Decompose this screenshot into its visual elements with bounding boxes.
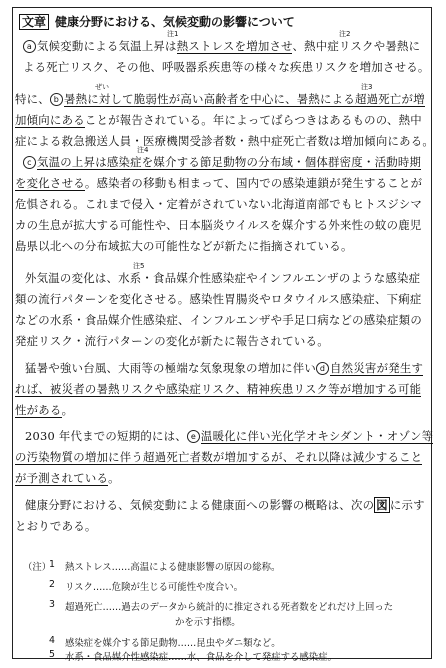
para2-line4: カの生息が拡大する可能性や、日本脳炎ウイルスを媒介する外来性の蚊の鹿児 <box>15 218 422 232</box>
para5-line2: の汚染物質の増加に伴う超過死亡者数が増加するが、それ以降は減少すること <box>15 450 423 464</box>
footnote-ref-5: 注5 <box>133 262 145 270</box>
para4-line3: 性がある。 <box>15 403 74 417</box>
para3-line3: などの水系・食品媒介性感染症、インフルエンザや手足口病などの感染症類の <box>15 313 422 327</box>
underline-b: 暑熱に対して脆弱性が高い高齢者を中心に、暑熱による超過死亡が増 <box>63 92 425 106</box>
note-text-1: 熱ストレス……高温による健康影響の原因の総称。 <box>65 562 281 573</box>
note-text-3-cont: かを示す指標。 <box>175 617 241 628</box>
para1-line4: 加傾向にあることが報告されている。年によってばらつきはあるものの、熱中 <box>15 113 422 127</box>
footnote-ref-1: 注1 <box>167 30 179 38</box>
marker-e: e <box>187 430 200 443</box>
ruby-zei: ぜい <box>95 83 109 91</box>
note-text-4: 感染症を媒介する節足動物……昆虫やダニ類など。 <box>65 638 281 649</box>
para5-line3: が予測されている。 <box>15 471 120 485</box>
notes-label: （注） <box>23 562 52 573</box>
para2-line2: を変化させる。感染者の移動も相まって、国内での感染連鎖が発生することが <box>15 176 423 190</box>
para1-line5: 症による救急搬送人員・医療機関受診者数・熱中症死亡者数は増加傾向にある。 <box>15 134 435 148</box>
title-text: 健康分野における、気候変動の影響について <box>55 15 295 29</box>
para3-line4: 発症リスク・流行パターンの変化が新たに報告されている。 <box>15 334 329 348</box>
note-num-4: 4 <box>49 635 55 646</box>
para2-line5: 島県以北への分布域拡大の可能性などが新たに指摘されている。 <box>15 239 353 253</box>
underline-e: 温暖化に伴い光化学オキシダント・オゾン等 <box>200 429 434 443</box>
note-num-2: 2 <box>49 579 55 590</box>
para5-line1: 2030 年代までの短期的には、 e 温暖化に伴い光化学オキシダント・オゾン等 <box>25 429 434 443</box>
marker-b: b <box>50 93 63 106</box>
para4-line1: 猛暑や強い台風、大雨等の極端な気象現象の増加に伴い d 自然災害が発生す <box>25 361 424 375</box>
para4-line2: れば、被災者の暑熱リスクや感染症リスク、精神疾患リスク等が増加する可能 <box>15 382 422 396</box>
underline-d: 自然災害が発生す <box>330 361 424 375</box>
para2-line1 <box>23 155 421 169</box>
note-num-1: 1 <box>49 559 55 570</box>
note-text-3: 超過死亡……過去のデータから統計的に推定される死者数をどれだけ上回った <box>65 602 394 613</box>
footnote-ref-2: 注2 <box>339 30 351 38</box>
footnote-ref-3: 注3 <box>361 83 373 91</box>
figure-ref-box: 図 <box>376 498 388 512</box>
section-tag: 文章 <box>19 14 49 30</box>
note-num-3: 3 <box>49 599 55 610</box>
para3-line2: 類の流行パターンを変化させる。感染性胃腸炎やロタウイルス感染症、下痢症 <box>15 292 422 306</box>
para2-line3: 危惧される。これまで侵入・定着がされていない北海道南部でもヒトスジシマ <box>15 197 423 211</box>
document-frame <box>12 7 435 663</box>
note-num-5: 5 <box>49 649 55 660</box>
para1-line1: a 気候変動による気温上昇は熱ストレスを増加させ、熱中症リスクや暑熱に <box>23 39 420 53</box>
footnote-ref-4: 注4 <box>137 146 149 154</box>
underline-c: 気温の上昇は感染症を媒介する節足動物の分布域・個体群密度・活動時期 <box>37 155 422 169</box>
marker-c: c <box>23 156 36 169</box>
para3-line1: 外気温の変化は、水系・食品媒介性感染症やインフルエンザのような感染症 <box>25 271 421 285</box>
note-text-5: 水系・食品媒介性感染症……水、食品を介して発症する感染症。 <box>65 652 337 663</box>
underline-a: 熱ストレスを増加させ <box>176 39 293 53</box>
para6-line2: とおりである。 <box>15 519 97 533</box>
document-title <box>19 13 295 30</box>
marker-d: d <box>316 362 329 375</box>
marker-a: a <box>23 40 36 53</box>
note-text-2: リスク……危険が生じる可能性や度合い。 <box>65 582 243 593</box>
para1-line2: よる死亡リスク、その他、呼吸器系疾患等の様々な疾患リスクを増加させる。 <box>23 60 430 74</box>
para1-line3: 特に、 b 暑熱に対して脆弱性が高い高齢者を中心に、暑熱による超過死亡が増 <box>15 92 425 106</box>
para6-line1: 健康分野における、気候変動による健康面への影響の概略は、次の 図 に示す <box>25 498 425 512</box>
